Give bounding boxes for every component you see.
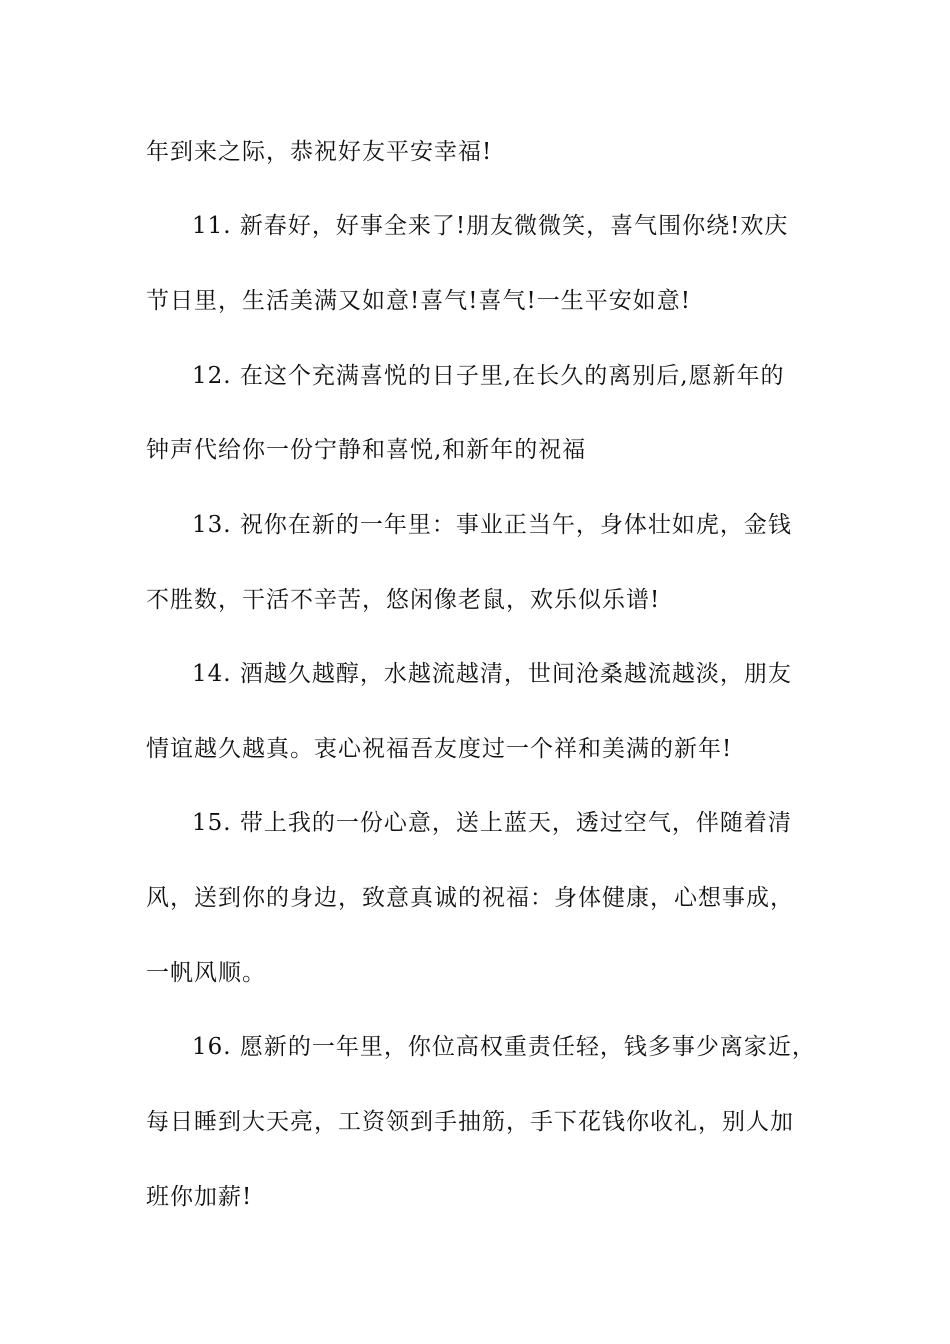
text-line: 年到来之际，恭祝好友平安幸福! <box>146 139 493 165</box>
text-line: 15. 带上我的一份心意，送上蓝天，透过空气，伴随着清 <box>192 810 792 836</box>
text-line: 11. 新春好，好事全来了!朋友微微笑，喜气围你绕!欢庆 <box>192 213 789 239</box>
text-line: 每日睡到大天亮，工资领到手抽筋，手下花钱你收礼，别人加 <box>146 1109 794 1135</box>
text-line: 16. 愿新的一年里，你位高权重责任轻，钱多事少离家近， <box>192 1034 816 1060</box>
text-line: 不胜数，干活不辛苦，悠闲像老鼠，欢乐似乐谱! <box>146 587 661 613</box>
text-line: 节日里，生活美满又如意!喜气!喜气!一生平安如意! <box>146 288 691 314</box>
text-line: 12. 在这个充满喜悦的日子里,在长久的离别后,愿新年的 <box>192 363 785 389</box>
text-line: 一帆风顺。 <box>146 960 266 986</box>
text-line: 13. 祝你在新的一年里：事业正当午，身体壮如虎，金钱 <box>192 512 792 538</box>
text-line: 班你加薪! <box>146 1184 253 1210</box>
text-line: 情谊越久越真。衷心祝福吾友度过一个祥和美满的新年! <box>146 736 733 762</box>
text-line: 钟声代给你一份宁静和喜悦,和新年的祝福 <box>146 437 587 463</box>
text-line: 风，送到你的身边，致意真诚的祝福：身体健康，心想事成， <box>146 885 794 911</box>
text-line: 14. 酒越久越醇，水越流越清，世间沧桑越流越淡，朋友 <box>192 661 792 687</box>
